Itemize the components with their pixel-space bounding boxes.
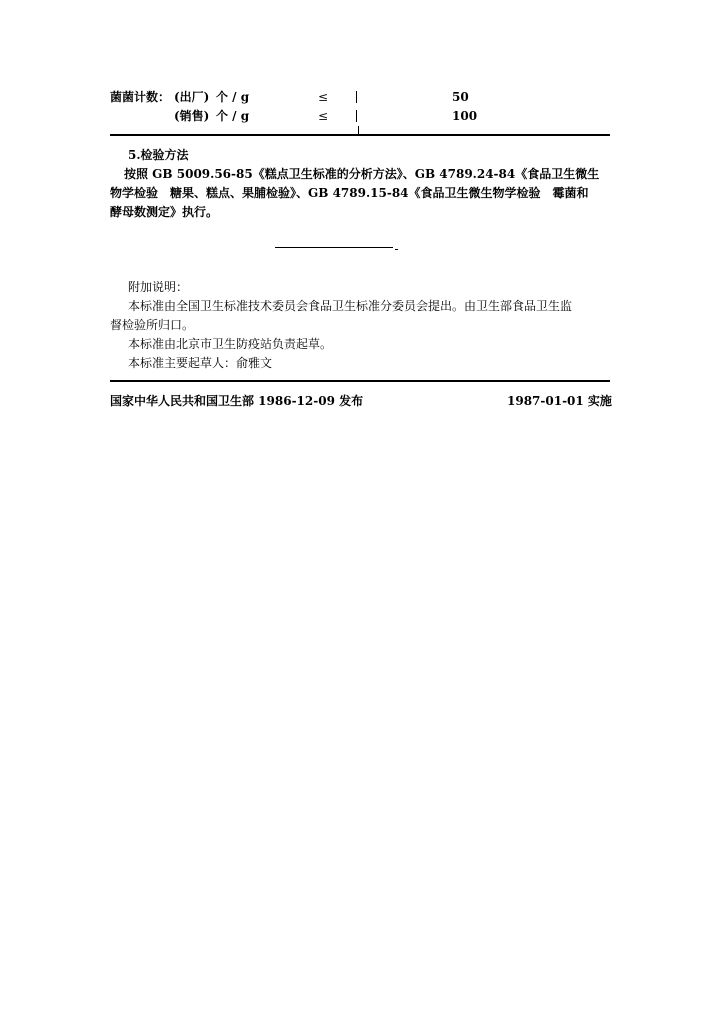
appendix-line-1: 本标准由全国卫生标准技术委员会食品卫生标准分委员会提出。由卫生部食品卫生监 [128, 299, 573, 313]
table-divider-2 [356, 110, 357, 122]
appendix-heading: 附加说明： [128, 280, 189, 294]
footer-effective: 1987-01-01 实施 [507, 394, 612, 408]
section-5-heading: 5.检验方法 [128, 148, 189, 162]
row-2-condition: (销售) [174, 109, 210, 123]
table-divider-1 [356, 91, 357, 103]
row-2-operator: ≤ [318, 109, 329, 123]
row-1-value: 50 [452, 90, 469, 104]
row-1-condition: (出厂) [174, 90, 210, 104]
footer-issuer: 国家中华人民共和国卫生部 1986-12-09 发布 [110, 394, 364, 408]
section-separator [275, 247, 393, 248]
appendix-line-3: 本标准由北京市卫生防疫站负责起草。 [128, 337, 333, 351]
table-label: 菌菌计数： [110, 90, 171, 104]
section-5-line-2: 物学检验 糖果、糕点、果脯检验》、GB 4789.15-84《食品卫生微生物学检验 霉菌和 [110, 186, 589, 200]
footer-rule [110, 380, 610, 382]
section-5-line-1: 按照 GB 5009.56-85《糕点卫生标准的分析方法》、GB 4789.24-84《食品卫生微生 [124, 167, 600, 181]
row-2-value: 100 [452, 109, 478, 123]
appendix-line-2: 督检验所归口。 [110, 318, 195, 332]
table-bottom-rule [110, 134, 610, 136]
row-2-unit: 个 / g [216, 109, 250, 123]
table-divider-3 [358, 126, 359, 134]
row-1-unit: 个 / g [216, 90, 250, 104]
section-separator-tail [395, 249, 398, 250]
appendix-line-4: 本标准主要起草人：俞雅文 [128, 356, 273, 370]
row-1-operator: ≤ [318, 90, 329, 104]
section-5-line-3: 酵母数测定》执行。 [110, 205, 219, 219]
